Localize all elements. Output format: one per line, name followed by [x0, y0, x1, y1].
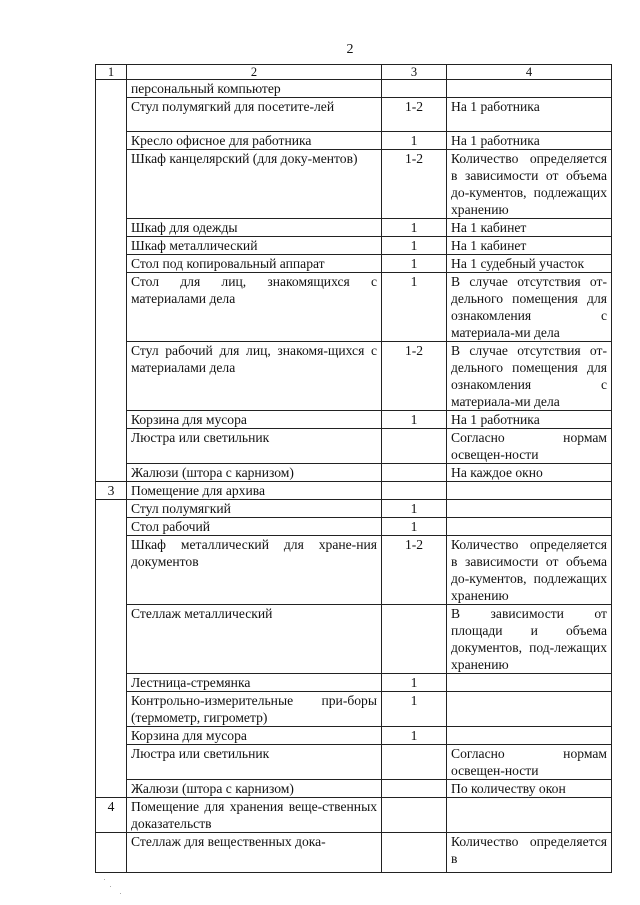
note-cell [447, 500, 612, 518]
quantity-cell: 1 [382, 518, 447, 536]
table-row [96, 727, 612, 745]
table-row [96, 536, 612, 605]
table-row [96, 518, 612, 536]
table-row [96, 273, 612, 342]
note-cell [447, 727, 612, 745]
item-cell: Стул полумягкий для посетите-лей [127, 98, 382, 132]
note-cell: В зависимости от площади и объема документов, под-лежащих хранению [447, 605, 612, 674]
quantity-cell [382, 780, 447, 798]
scan-speck [110, 886, 111, 887]
quantity-cell: 1-2 [382, 342, 447, 411]
quantity-cell [382, 464, 447, 482]
quantity-cell [382, 833, 447, 873]
quantity-cell: 1-2 [382, 98, 447, 132]
item-cell: Шкаф металлический [127, 237, 382, 255]
table-row [96, 411, 612, 429]
note-cell [447, 674, 612, 692]
header-col-1: 1 [96, 65, 127, 80]
table-header-row [96, 65, 612, 80]
quantity-cell: 1 [382, 273, 447, 342]
note-cell [447, 798, 612, 833]
quantity-cell [382, 80, 447, 98]
item-cell: Помещение для хранения веще-ственных доказательств [127, 798, 382, 833]
note-cell: На 1 судебный участок [447, 255, 612, 273]
note-cell [447, 518, 612, 536]
quantity-cell [382, 429, 447, 464]
quantity-cell: 1-2 [382, 536, 447, 605]
quantity-cell: 1 [382, 727, 447, 745]
item-cell: Корзина для мусора [127, 727, 382, 745]
item-cell: Лестница-стремянка [127, 674, 382, 692]
item-cell: Шкаф канцелярский (для доку-ментов) [127, 150, 382, 219]
item-cell: Люстра или светильник [127, 429, 382, 464]
item-cell: Стол под копировальный аппарат [127, 255, 382, 273]
note-cell: На 1 кабинет [447, 219, 612, 237]
item-cell: персональный компьютер [127, 80, 382, 98]
item-cell: Шкаф для одежды [127, 219, 382, 237]
table-row [96, 429, 612, 464]
item-cell: Стол для лиц, знакомящихся с материалами дела [127, 273, 382, 342]
table-row [96, 798, 612, 833]
note-cell: На 1 работника [447, 98, 612, 132]
quantity-cell: 1 [382, 219, 447, 237]
table-row [96, 237, 612, 255]
section-number-cell [96, 80, 127, 482]
table-row [96, 255, 612, 273]
item-cell: Корзина для мусора [127, 411, 382, 429]
item-cell: Кресло офисное для работника [127, 132, 382, 150]
table-row [96, 692, 612, 727]
item-cell: Стол рабочий [127, 518, 382, 536]
note-cell: Количество определяется в зависимости от объема до-кументов, подлежащих хранению [447, 150, 612, 219]
note-cell [447, 692, 612, 727]
page-number: 2 [346, 42, 354, 57]
note-cell: На 1 работника [447, 132, 612, 150]
item-cell: Помещение для архива [127, 482, 382, 500]
item-cell: Люстра или светильник [127, 745, 382, 780]
note-cell: Количество определяется в [447, 833, 612, 873]
table-row [96, 745, 612, 780]
section-number-cell: 3 [96, 482, 127, 500]
quantity-cell [382, 798, 447, 833]
note-cell: Количество определяется в зависимости от объема до-кументов, подлежащих хранению [447, 536, 612, 605]
scan-speck [120, 893, 121, 894]
item-cell: Стеллаж металлический [127, 605, 382, 674]
quantity-cell [382, 482, 447, 500]
table-row [96, 674, 612, 692]
item-cell: Стеллаж для вещественных дока- [127, 833, 382, 873]
item-cell: Жалюзи (штора с карнизом) [127, 464, 382, 482]
item-cell: Стул рабочий для лиц, знакомя-щихся с материалами дела [127, 342, 382, 411]
table-row [96, 464, 612, 482]
item-cell: Шкаф металлический для хране-ния документов [127, 536, 382, 605]
header-col-4: 4 [447, 65, 612, 80]
quantity-cell: 1 [382, 255, 447, 273]
note-cell: Согласно нормам освещен-ности [447, 745, 612, 780]
table-row [96, 219, 612, 237]
table-row [96, 342, 612, 411]
note-cell: На 1 работника [447, 411, 612, 429]
table-row [96, 605, 612, 674]
equipment-table [95, 64, 612, 873]
item-cell: Контрольно-измерительные при-боры (термометр, гигрометр) [127, 692, 382, 727]
quantity-cell: 1 [382, 237, 447, 255]
note-cell: На каждое окно [447, 464, 612, 482]
table-row [96, 132, 612, 150]
table-row [96, 80, 612, 98]
quantity-cell: 1 [382, 692, 447, 727]
table-row [96, 500, 612, 518]
table-row [96, 482, 612, 500]
item-cell: Стул полумягкий [127, 500, 382, 518]
note-cell: Согласно нормам освещен-ности [447, 429, 612, 464]
quantity-cell: 1 [382, 411, 447, 429]
quantity-cell [382, 605, 447, 674]
table-row [96, 833, 612, 873]
table-row [96, 780, 612, 798]
scan-speck [104, 879, 105, 880]
note-cell [447, 482, 612, 500]
header-col-2: 2 [127, 65, 382, 80]
item-cell: Жалюзи (штора с карнизом) [127, 780, 382, 798]
table-row [96, 98, 612, 132]
section-number-cell: 4 [96, 798, 127, 833]
quantity-cell: 1 [382, 674, 447, 692]
note-cell: По количеству окон [447, 780, 612, 798]
quantity-cell: 1 [382, 500, 447, 518]
note-cell [447, 80, 612, 98]
section-number-cell [96, 833, 127, 873]
header-col-3: 3 [382, 65, 447, 80]
quantity-cell [382, 745, 447, 780]
note-cell: В случае отсутствия от-дельного помещения для ознакомления с материала-ми дела [447, 342, 612, 411]
note-cell: На 1 кабинет [447, 237, 612, 255]
quantity-cell: 1 [382, 132, 447, 150]
section-number-cell [96, 500, 127, 798]
table-row [96, 150, 612, 219]
note-cell: В случае отсутствия от-дельного помещения для ознакомления с материала-ми дела [447, 273, 612, 342]
quantity-cell: 1-2 [382, 150, 447, 219]
